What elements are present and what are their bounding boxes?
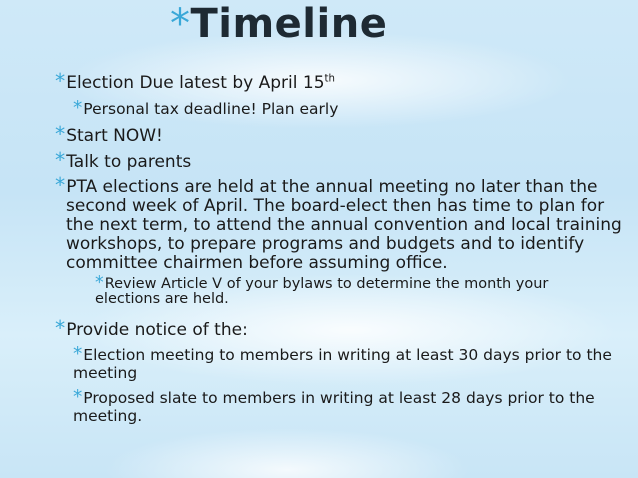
bullet-election-due	[55, 69, 335, 93]
bullet-pta-elections	[55, 173, 625, 273]
superscript-th: th	[324, 73, 335, 85]
bullet-icon: *	[55, 173, 66, 197]
title-bullet-icon: *	[170, 1, 191, 47]
bullet-text: Personal tax deadline! Plan early	[83, 100, 339, 118]
bullet-text: Provide notice of the:	[66, 320, 248, 340]
bullet-text: PTA elections are held at the annual meeting no later than the second week of April. The board-elect then has time to plan for the next term, to attend the annual convention and local training workshops, to prepare programs and budgets and to identify committee chairmen before assuming office.	[66, 177, 622, 273]
bullet-talk-to-parents	[55, 148, 192, 172]
bullet-text: Start NOW!	[66, 126, 163, 146]
bullet-icon: *	[55, 316, 66, 340]
bullet-provide-notice	[55, 316, 248, 340]
bullet-text: Election meeting to members in writing at least 30 days prior to the meeting	[73, 346, 612, 382]
bullet-proposed-slate-notice	[73, 389, 613, 425]
bullet-icon: *	[55, 148, 66, 172]
bullet-icon: *	[55, 69, 66, 93]
bullet-icon: *	[73, 98, 83, 119]
bullet-tax-deadline	[73, 100, 338, 118]
bullet-icon: *	[73, 344, 83, 365]
bullet-election-meeting-notice	[73, 346, 613, 382]
bullet-text: Election Due latest by April 15	[66, 73, 325, 93]
slide-title	[170, 0, 387, 52]
bullet-text: Talk to parents	[66, 152, 192, 172]
bullet-review-bylaws	[95, 273, 610, 307]
title-text: Timeline	[190, 1, 388, 47]
bullet-icon: *	[55, 122, 66, 146]
bullet-text: Proposed slate to members in writing at least 28 days prior to the meeting.	[73, 389, 595, 425]
bullet-icon: *	[95, 273, 104, 293]
bullet-icon: *	[73, 387, 83, 408]
bullet-start-now	[55, 122, 163, 146]
bullet-text: Review Article V of your bylaws to determine the month your elections are held.	[95, 276, 549, 307]
